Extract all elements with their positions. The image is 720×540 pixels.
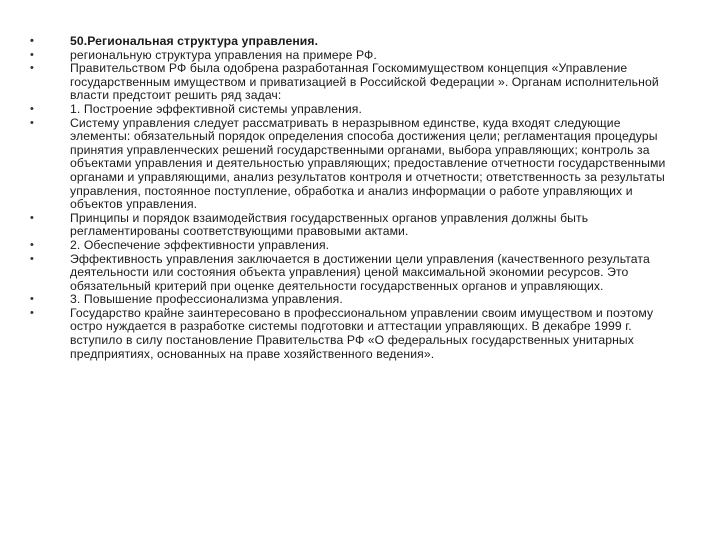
list-item-text: 2. Обеспечение эффективности управления. [70, 237, 330, 252]
list-item-text: Правительством РФ была одобрена разработанная Госкомимуществом концепция «Управление государственным имуществом и приватизацией в Российской Федерации ». Органам исполнительной власти предстоит решить ряд задач: [70, 61, 659, 103]
bullet-icon: • [30, 35, 34, 47]
bullet-icon: • [30, 211, 34, 224]
bullet-icon: • [30, 116, 34, 129]
list-item [30, 35, 670, 49]
bullet-icon: • [30, 102, 34, 115]
list-item [30, 103, 670, 117]
list-item-text: 1. Построение эффективной системы управления. [70, 101, 362, 116]
bullet-icon: • [30, 238, 34, 251]
list-item [30, 117, 670, 212]
bullet-icon: • [30, 62, 34, 75]
list-item [30, 62, 670, 103]
list-item-text: 3. Повышение профессионализма управления. [70, 292, 343, 307]
bullet-icon: • [30, 48, 34, 61]
bullet-icon: • [30, 306, 34, 319]
list-item-text: Государство крайне заинтересовано в профессиональном управлении своим имуществом и поэтому остро нуждается в разработке системы подготовки и аттестации управляющих. В декабре 1999 г. вступило в силу постановление Правительства РФ «О федеральных государственных унитарных предприятиях, основанных на праве хозяйственного ведения». [70, 305, 654, 361]
list-item-text: региональную структура управления на примере РФ. [70, 47, 377, 62]
list-item [30, 307, 670, 361]
list-item-text: Принципы и порядок взаимодействия государственных органов управления должны быть регламентированы соответствующими правовыми актами. [70, 210, 589, 239]
bullet-icon: • [30, 252, 34, 265]
list-item [30, 212, 670, 239]
list-item-text: Эффективность управления заключается в достижении цели управления (качественного результата деятельности или состояния объекта управления) ценой максимальной экономии ресурсов. Это обязательный критерий при оценке деятельности государственных органов и управляющих. [70, 251, 650, 293]
list-item [30, 253, 670, 294]
bullet-list [30, 35, 670, 361]
list-item-text: Систему управления следует рассматривать в неразрывном единстве, куда входят следующие элементы: обязательный порядок определения способа достижения цели; регламентация процедуры принятия управленческих решений государственными органами, выбора управляющих; контроль за объектами управления и деятельностью управляющих; предоставление отчетности государственными органами и управляющими, анализ результатов контроля и отчетности; ответственность за результаты управления, постоянное поступление, обработка и анализ информации о работе управляющих и объектов управления. [70, 115, 666, 212]
list-item [30, 49, 670, 63]
list-item [30, 239, 670, 253]
bullet-icon: • [30, 293, 34, 306]
list-item [30, 293, 670, 307]
section-heading: 50.Региональная структура управления. [70, 34, 319, 48]
